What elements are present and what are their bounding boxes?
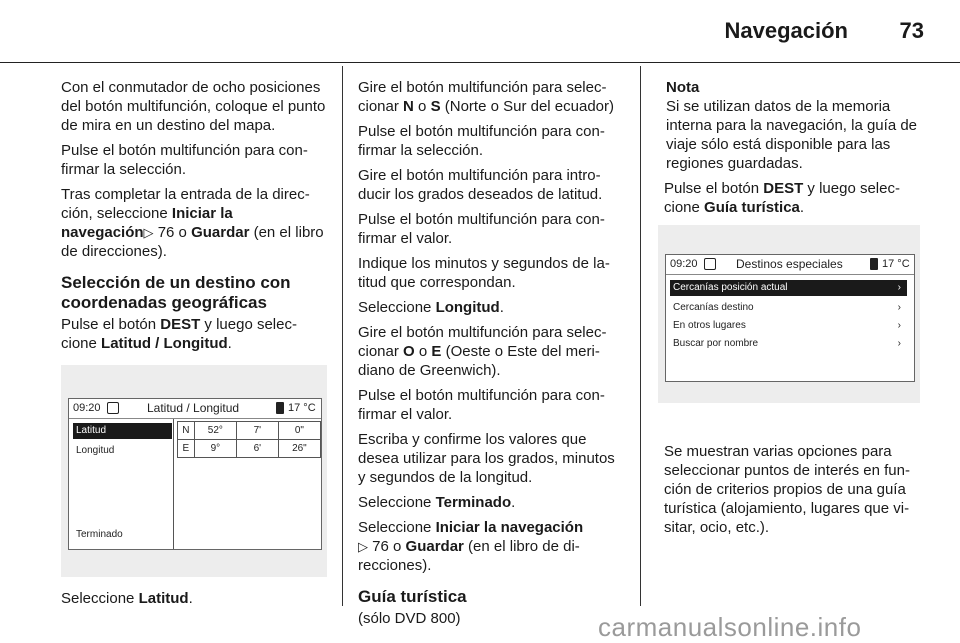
chevron-right-icon: › [897, 302, 901, 313]
paragraph: Pulse el botón DEST y luego seleccione Latitud / Longitud. [61, 316, 297, 352]
hemisphere-cell[interactable]: E [178, 440, 195, 458]
column-3 [664, 78, 924, 223]
menu-option-guardar: Guardar [191, 224, 250, 241]
screen-title: Latitud / Longitud [147, 401, 240, 415]
temperature: 17 °C [288, 402, 316, 414]
paragraph: Con el conmutador de ocho posiciones del botón multifunción, coloque el punto de mira en un destino del mapa. [61, 79, 326, 134]
column-divider-2 [640, 66, 641, 606]
button-dest: DEST [160, 316, 201, 333]
column-2 [358, 78, 626, 628]
clock-icon [704, 258, 716, 270]
note-heading: Nota [666, 79, 700, 96]
screen-display [665, 254, 915, 382]
page-header-title: Navegación [724, 18, 848, 43]
degrees-cell[interactable]: 52° [194, 422, 236, 440]
vertical-divider [173, 419, 174, 549]
footer-watermark: carmanualsonline.info [598, 612, 862, 642]
menu-item-longitud[interactable]: Longitud [76, 445, 115, 456]
menu-item[interactable]: Buscar por nombre › [670, 336, 907, 352]
coordinate-table [177, 421, 321, 458]
paragraph: Se muestran varias opciones para seleccionar puntos de interés en función de criterios propios de una guía turística (alojamiento, lugares que visitar, ocio, etc.). [664, 443, 910, 536]
phone-icon [276, 402, 284, 414]
paragraph: Seleccione Terminado. [358, 494, 516, 511]
paragraph: Pulse el botón multifunción para confirmar la selección. [358, 123, 605, 159]
paragraph: Tras completar la entrada de la dirección, seleccione Iniciar la navegación▷ 76 o Guardar (en el libro de direcciones). [61, 186, 324, 260]
temperature: 17 °C [882, 258, 910, 270]
screen-display [68, 398, 322, 550]
menu-option-iniciar: Iniciar la navegación [61, 205, 233, 241]
paragraph: Gire el botón multifunción para seleccionar O o E (Oeste o Este del meridiano de Greenwich). [358, 324, 607, 379]
menu-item[interactable]: Cercanías posición actual › [670, 280, 907, 296]
paragraph: Pulse el botón multifunción para confirmar el valor. [358, 387, 605, 423]
chevron-right-icon: › [897, 282, 901, 293]
xref-icon: ▷ [143, 225, 154, 240]
section-subtitle: (sólo DVD 800) [358, 610, 461, 627]
menu-option-latlong: Latitud / Longitud [101, 335, 228, 352]
menu-option-latitud: Latitud [138, 590, 189, 607]
chevron-right-icon: › [897, 320, 901, 331]
header-rule [0, 62, 960, 63]
paragraph: Gire el botón multifunción para seleccionar N o S (Norte o Sur del ecuador) [358, 79, 614, 115]
figure-latlong-screen [61, 365, 327, 577]
column-1 [61, 78, 327, 359]
time-display: 09:20 [73, 402, 101, 414]
degrees-cell[interactable]: 9° [194, 440, 236, 458]
xref-icon: ▷ [358, 539, 368, 554]
menu-item[interactable]: En otros lugares › [670, 318, 907, 334]
paragraph: Seleccione Latitud. [61, 590, 193, 607]
menu-item[interactable]: Cercanías destino › [670, 300, 907, 316]
paragraph: Pulse el botón multifunción para confirmar la selección. [61, 142, 308, 178]
paragraph: Indique los minutos y segundos de latitud que correspondan. [358, 255, 610, 291]
section-heading: Guía turística [358, 587, 467, 606]
paragraph: Gire el botón multifunción para introducir los grados deseados de latitud. [358, 167, 603, 203]
minutes-cell[interactable]: 7' [236, 422, 278, 440]
table-row [178, 422, 321, 440]
figure-destinos-screen [658, 225, 920, 403]
status-bar [666, 255, 914, 275]
phone-icon [870, 258, 878, 270]
column-divider-1 [342, 66, 343, 606]
note-body: Si se utilizan datos de la memoria interna para la navegación, la guía de viaje sólo está disponible para las regiones guardadas. [666, 98, 918, 172]
screen-title: Destinos especiales [736, 257, 843, 271]
paragraph: Escriba y confirme los valores que desea utilizar para los grados, minutos y segundos de la longitud. [358, 431, 615, 486]
paragraph: Seleccione Iniciar la navegación ▷ 76 o Guardar (en el libro de direcciones). [358, 519, 584, 574]
hemisphere-cell[interactable]: N [178, 422, 195, 440]
clock-icon [107, 402, 119, 414]
page-number: 73 [899, 18, 924, 43]
section-heading: Selección de un destino con coordenadas geográficas [61, 273, 291, 312]
time-display: 09:20 [670, 258, 698, 270]
paragraph: Seleccione Longitud. [358, 299, 504, 316]
chevron-right-icon: › [897, 338, 901, 349]
menu-item-terminado[interactable]: Terminado [76, 529, 123, 540]
paragraph: Pulse el botón DEST y luego seleccione Guía turística. [664, 180, 900, 216]
menu-item-latitud[interactable]: Latitud [73, 423, 172, 439]
seconds-cell[interactable]: 26" [278, 440, 320, 458]
minutes-cell[interactable]: 6' [236, 440, 278, 458]
seconds-cell[interactable]: 0" [278, 422, 320, 440]
table-row [178, 440, 321, 458]
paragraph: Pulse el botón multifunción para confirmar el valor. [358, 211, 605, 247]
status-bar [69, 399, 321, 419]
